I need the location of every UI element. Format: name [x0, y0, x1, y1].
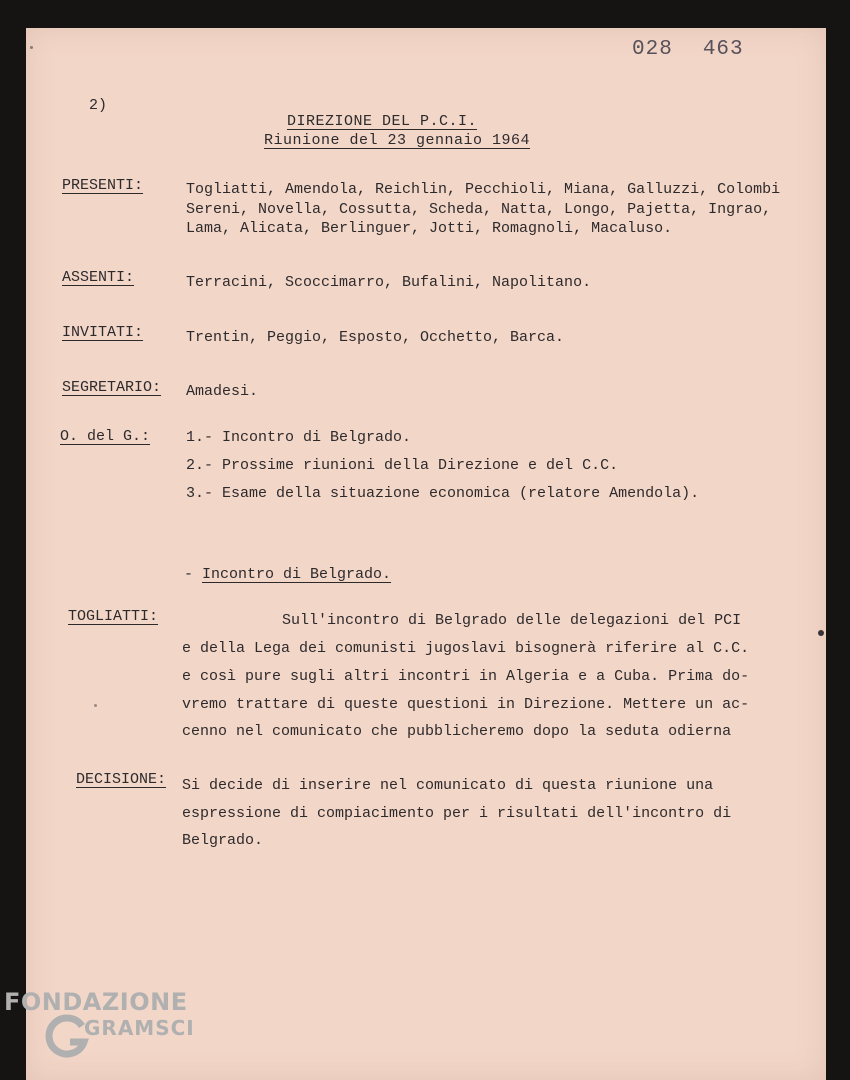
- presenti-label: PRESENTI:: [62, 177, 144, 194]
- archive-number: [632, 38, 774, 61]
- presenti-line: Lama, Alicata, Berlinguer, Jotti, Romagnoli, Macaluso.: [186, 220, 673, 237]
- invitati-text: Trentin, Peggio, Esposto, Occhetto, Barca.: [186, 329, 565, 346]
- togliatti-line: Sull'incontro di Belgrado delle delegazioni del PCI: [282, 612, 742, 629]
- togliatti-line: e così pure sugli altri incontri in Algeria e a Cuba. Prima do-: [182, 668, 750, 685]
- assenti-label: ASSENTI:: [62, 269, 135, 286]
- agenda-item: 2.- Prossime riunioni della Direzione e del C.C.: [186, 457, 619, 474]
- decisione-line: espressione di compiacimento per i risultati dell'incontro di: [182, 805, 732, 822]
- watermark-line2: GRAMSCI: [84, 1016, 195, 1040]
- paper-speck: [94, 704, 97, 707]
- fondazione-gramsci-watermark: [4, 988, 214, 1068]
- presenti-line: Sereni, Novella, Cossutta, Scheda, Natta, Longo, Pajetta, Ingrao,: [186, 201, 772, 218]
- togliatti-line: e della Lega dei comunisti jugoslavi bisognerà riferire al C.C.: [182, 640, 750, 657]
- presenti-line: Togliatti, Amendola, Reichlin, Pecchioli, Miana, Galluzzi, Colombi: [186, 181, 781, 198]
- binding-hole: [818, 630, 824, 636]
- header-meeting-date: Riunione del 23 gennaio 1964: [264, 132, 531, 149]
- agenda-item: 3.- Esame della situazione economica (relatore Amendola).: [186, 485, 700, 502]
- archive-number-part2: 463: [702, 38, 744, 61]
- togliatti-line: cenno nel comunicato che pubblicheremo dopo la seduta odierna: [182, 723, 732, 740]
- assenti-text: Terracini, Scoccimarro, Bufalini, Napolitano.: [186, 274, 592, 291]
- section-dash: -: [184, 566, 194, 583]
- paper-speck: [30, 46, 33, 49]
- decisione-line: Si decide di inserire nel comunicato di questa riunione una: [182, 777, 714, 794]
- watermark-line1: FONDAZIONE: [4, 988, 188, 1016]
- ordine-label: O. del G.:: [60, 428, 151, 445]
- agenda-item: 1.- Incontro di Belgrado.: [186, 429, 412, 446]
- header-title: DIREZIONE DEL P.C.I.: [287, 113, 478, 130]
- page-marker: 2): [89, 97, 108, 114]
- decisione-line: Belgrado.: [182, 832, 264, 849]
- decisione-label: DECISIONE:: [76, 771, 167, 788]
- section-heading: Incontro di Belgrado.: [202, 566, 392, 583]
- segretario-label: SEGRETARIO:: [62, 379, 162, 396]
- togliatti-label: TOGLIATTI:: [68, 608, 159, 625]
- segretario-text: Amadesi.: [186, 383, 259, 400]
- archive-number-part1: 028: [632, 38, 673, 61]
- togliatti-line: vremo trattare di queste questioni in Direzione. Mettere un ac-: [182, 696, 750, 713]
- invitati-label: INVITATI:: [62, 324, 144, 341]
